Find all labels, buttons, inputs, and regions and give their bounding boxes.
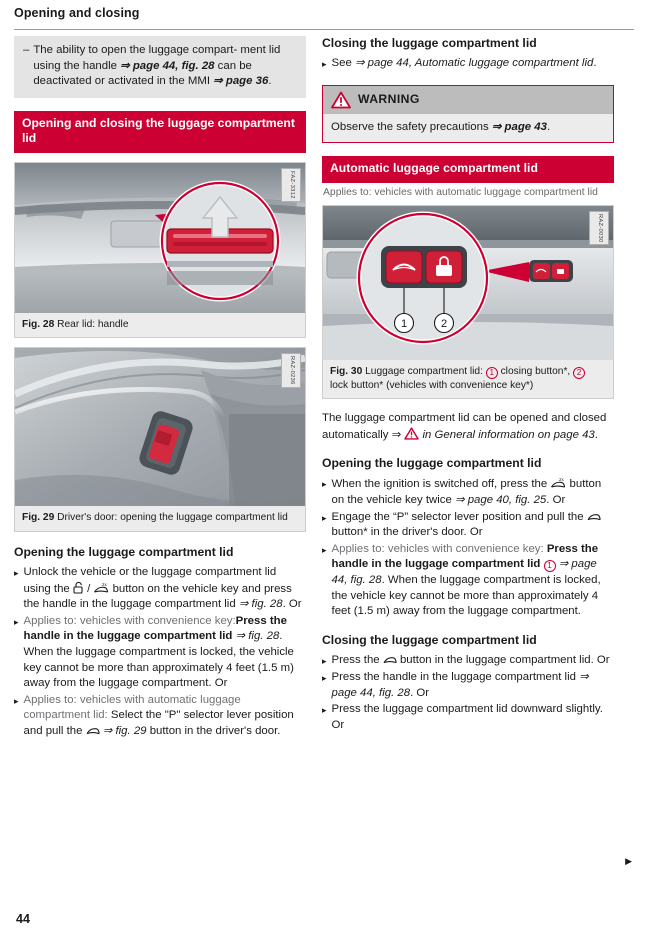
svg-text:2x: 2x (559, 477, 565, 483)
figure-28 (14, 162, 306, 339)
left-bullet-list (14, 565, 306, 740)
rear-lid-illustration (15, 163, 305, 313)
warning-triangle-icon (404, 427, 419, 440)
figure-30-code: RAZ-0030 (589, 211, 609, 246)
section-band-automatic: Automatic luggage compartment lid (322, 156, 614, 183)
trunk-2x-icon (550, 476, 566, 489)
heading-opening-left: Opening the luggage compartment lid (14, 544, 234, 559)
figure-30-caption-part2: closing button*, (497, 365, 574, 377)
heading-closing-right: Closing the luggage compartment lid (322, 632, 537, 647)
note-text: The ability to open the luggage compart- ment lid using the handle ⇒ page 44, fig. 28 can be deactivated or activated in the MMI ⇒ page 36. (33, 44, 281, 88)
list-item (14, 614, 306, 692)
left-column (14, 36, 306, 741)
warning-triangle-icon (331, 91, 351, 109)
list-item (322, 542, 614, 620)
trunk-icon (587, 511, 601, 522)
figure-29-code: RAZ-0236 (281, 353, 301, 388)
svg-text:2x: 2x (102, 581, 108, 587)
figure-29-image (15, 348, 305, 506)
bullet-triangle-icon: ▸ (322, 544, 327, 555)
list-item-text: Applies to: vehicles with convenience key: Press the handle in the luggage compartment lid 1 ⇒ page 44, fig. 28. When the luggage compartment is locked, the vehicle key cannot be more than approximately 4 feet (1.5 m) away from the luggage compartment. (331, 542, 601, 618)
page-title: Opening and closing (14, 6, 140, 20)
continuation-marker: ▶ (625, 856, 632, 867)
figure-30-caption-part3: lock button* (vehicles with convenience key*) (330, 379, 534, 391)
page-header (14, 6, 634, 32)
list-item-text: Applies to: vehicles with automatic luggage compartment lid: Select the "P" selector lever position and pull the ⇒ fig. 29 button in the driver's door. (23, 693, 294, 737)
list-item-text: Press the luggage compartment lid downward slightly. Or (331, 703, 603, 731)
page-number: 44 (16, 912, 30, 927)
actual-button-cluster (529, 260, 573, 282)
note-dash: – (23, 44, 30, 56)
trunk-buttons-illustration (323, 206, 613, 360)
list-item (322, 510, 614, 541)
list-item-text: When the ignition is switched off, press the 2x button on the vehicle key twice ⇒ page 40, fig. 25. Or (331, 477, 602, 506)
callout-1: 1 (544, 560, 556, 572)
bullet-triangle-icon: ▸ (14, 616, 19, 627)
list-item-text: See ⇒ page 44, Automatic luggage compartment lid. (331, 57, 597, 69)
list-item (322, 56, 614, 73)
list-item (322, 670, 614, 701)
trunk-2x-icon (93, 581, 109, 594)
heading-closing-top: Closing the luggage compartment lid (322, 36, 537, 50)
figure-30 (322, 205, 614, 400)
warning-body: Observe the safety precautions ⇒ page 43. (323, 114, 613, 143)
trunk-icon (383, 654, 397, 665)
figure-28-image (15, 163, 305, 313)
list-item-text: Press the handle in the luggage compartment lid ⇒ page 44, fig. 28. Or (331, 671, 589, 699)
heading-opening-right: Opening the luggage compartment lid (322, 456, 542, 471)
figure-30-label: Fig. 30 (330, 365, 363, 377)
list-item-text: Unlock the vehicle or the luggage compartment lid using the / 2x button on the vehicle key and press the handle in the luggage compartment lid ⇒ fig. 28. Or (23, 565, 302, 611)
figure-30-caption-part1: Luggage compartment lid: (365, 365, 486, 377)
bullet-triangle-icon: ▸ (322, 673, 327, 684)
bullet-triangle-icon: ▸ (322, 59, 327, 69)
list-item-text: Press the button in the luggage compartment lid. Or (331, 653, 610, 666)
list-item (14, 693, 306, 740)
list-item (322, 476, 614, 508)
bullet-triangle-icon: ▸ (322, 705, 327, 716)
list-item (322, 653, 614, 670)
svg-text:1: 1 (400, 317, 408, 330)
callout-1: 1 (486, 367, 498, 379)
header-rule (14, 29, 634, 30)
list-item (322, 702, 614, 733)
bullet-triangle-icon: ▸ (14, 567, 19, 578)
figure-30-image (323, 206, 613, 360)
unlock-icon (73, 581, 84, 594)
figure-28-label: Fig. 28 (22, 318, 55, 330)
figure-30-caption (323, 360, 613, 399)
list-item-text: Engage the “P” selector lever position and pull the button* in the driver's door. Or (332, 510, 614, 541)
figure-29-caption (15, 506, 305, 531)
figure-28-code: FAZ-3312 (281, 168, 301, 202)
warning-header (323, 86, 613, 114)
list-item-text: Applies to: vehicles with convenience key:Press the handle in the luggage compartment lid ⇒ fig. 28. When the luggage compartment is locked, the vehicle key cannot be more than approximately 4 feet (1.5 m) away from the luggage compartment. Or (23, 614, 294, 690)
warning-label: WARNING (358, 91, 420, 106)
figure-29-label: Fig. 29 (22, 512, 55, 524)
bullet-triangle-icon: ▸ (322, 655, 327, 666)
bullet-triangle-icon: ▸ (322, 512, 327, 523)
right-column (322, 36, 614, 741)
bullet-triangle-icon: ▸ (14, 695, 19, 706)
note-box (14, 36, 306, 98)
list-item (14, 565, 306, 613)
right-closing-list (322, 653, 614, 734)
bullet-triangle-icon: ▸ (322, 479, 327, 490)
warning-box (322, 85, 614, 144)
svg-text:2: 2 (440, 317, 448, 330)
section-band-opening-closing: Opening and closing the luggage compartment lid (14, 111, 306, 153)
figure-29 (14, 347, 306, 532)
figure-29-caption-text: Driver's door: opening the luggage compartment lid (57, 512, 288, 524)
callout-2: 2 (573, 367, 585, 379)
figure-28-caption-text: Rear lid: handle (57, 318, 129, 330)
figure-28-caption (15, 313, 305, 338)
closing-top-list (322, 56, 614, 73)
applies-to-line: Applies to: vehicles with automatic luggage compartment lid (323, 186, 598, 198)
automatic-intro-paragraph: The luggage compartment lid can be opened and closed automatically ⇒ in General information on page 43. (322, 412, 607, 441)
trunk-icon (86, 725, 100, 736)
right-opening-list (322, 476, 614, 619)
driver-door-illustration (15, 348, 305, 506)
page-columns (14, 36, 634, 741)
